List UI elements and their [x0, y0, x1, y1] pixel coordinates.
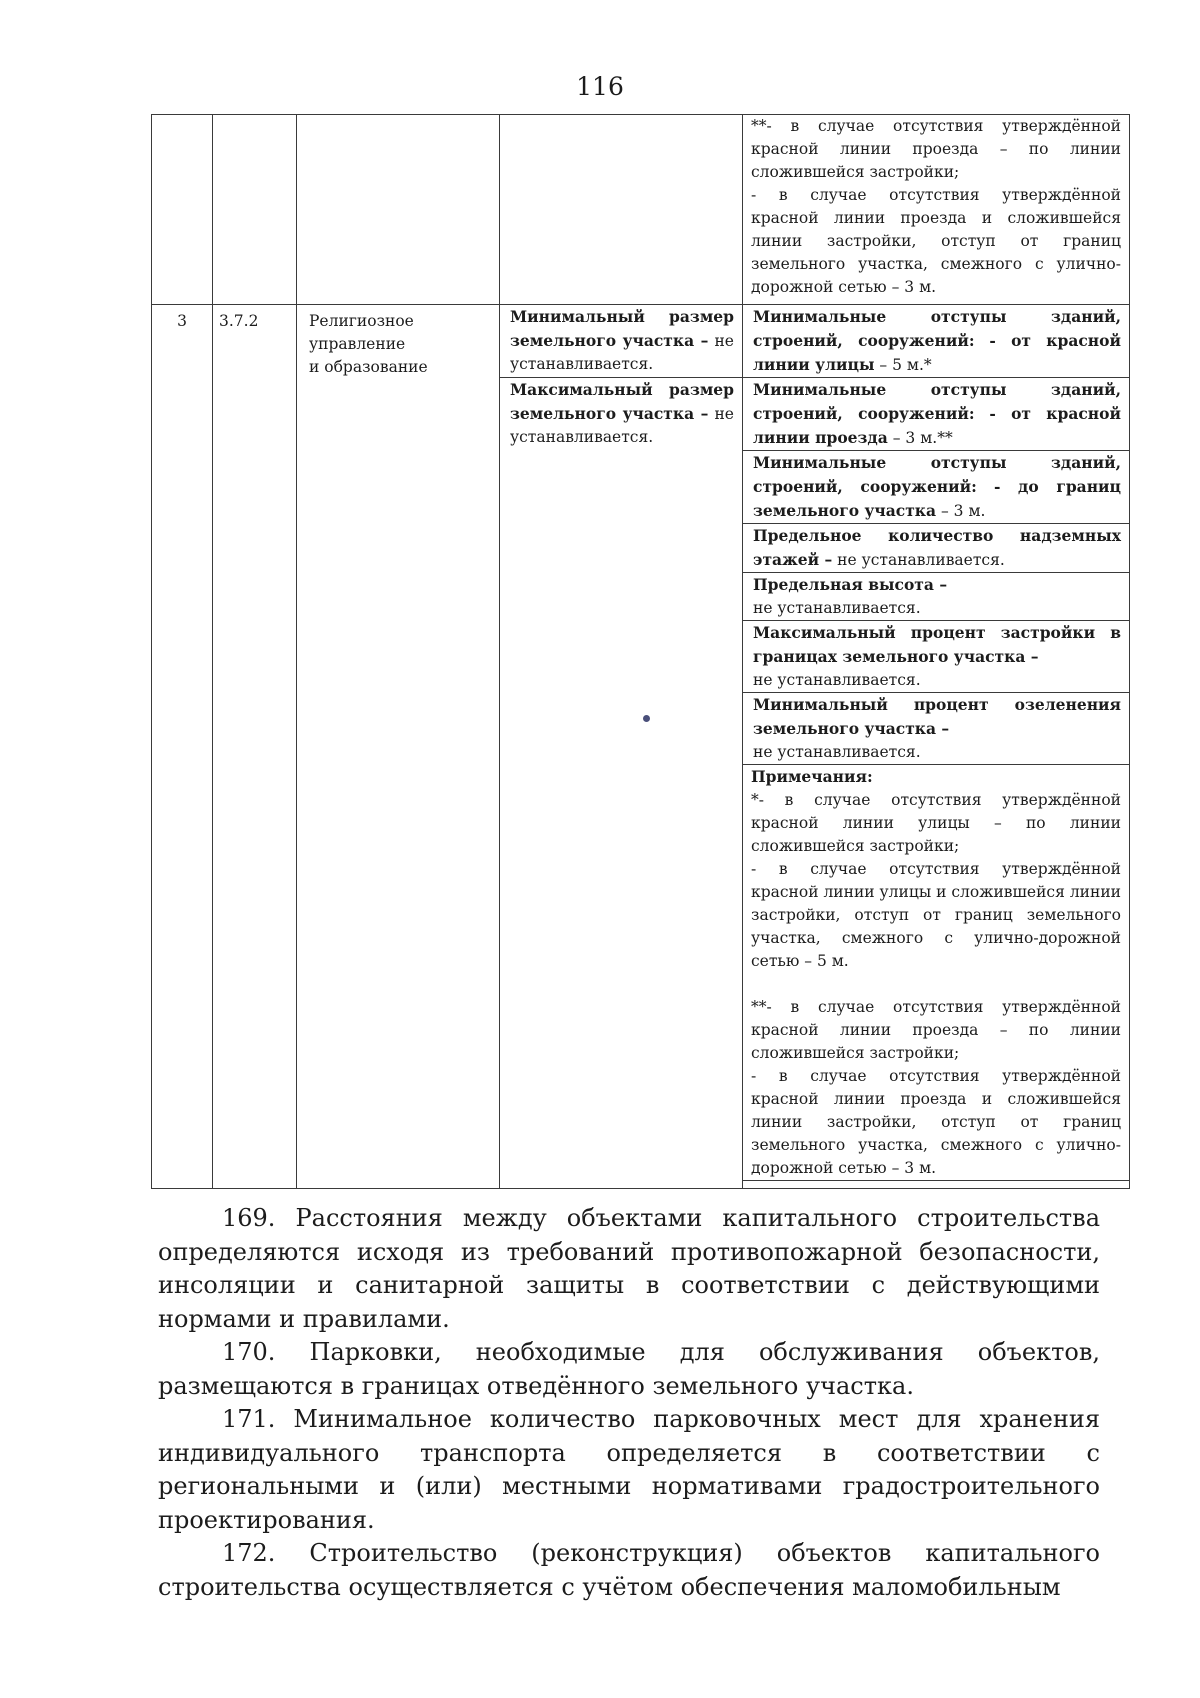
paragraph-169: 169. Расстояния между объектами капитального строительства определяются исходя из требований противопожарной безопасности, инсоляции и санитарной защиты в соответствии с действующими нормами и правилами. [158, 1204, 1100, 1333]
zoning-rules-table [151, 114, 1130, 1189]
param-label: Минимальный процент озеленения земельного участка – [753, 695, 1121, 738]
cell-empty [500, 115, 743, 305]
max-area-cell [500, 378, 743, 1189]
param-value: – 3 м. [936, 502, 986, 520]
param-floors [743, 524, 1130, 573]
note-text: - в случае отсутствия утверждённой красной линии проезда и сложившейся линии застройки, отступ от границ земельного участка, смежного с улично-дорожной сетью – 3 м. [751, 186, 1121, 296]
cell-empty [213, 115, 297, 305]
param-value: не устанавливается. [753, 743, 921, 761]
min-area-value: не устанавливается. [510, 332, 734, 373]
param-height [743, 573, 1130, 621]
param-value: не устанавливается. [753, 599, 921, 617]
cell-empty [152, 115, 213, 305]
param-setback-street [743, 305, 1130, 378]
param-greenery [743, 693, 1130, 765]
paragraph-172: 172. Строительство (реконструкция) объектов капитального строительства осуществляется с учётом обеспечения маломобильным [158, 1539, 1100, 1601]
param-setback-plot [743, 451, 1130, 524]
param-coverage [743, 621, 1130, 693]
param-value: – 3 м.** [887, 429, 953, 447]
note-text: *- в случае отсутствия утверждённой красной линии улицы – по линии сложившейся застройки; [751, 791, 1121, 855]
param-label: Предельная высота – [753, 575, 948, 594]
param-setback-driveway [743, 378, 1130, 451]
table-row [152, 305, 1130, 378]
ink-dot [643, 715, 650, 722]
param-value: не устанавливается. [832, 551, 1005, 569]
row-number: 3 [152, 305, 213, 1189]
continued-note-cell [743, 115, 1130, 305]
paragraph-170: 170. Парковки, необходимые для обслуживания объектов, размещаются в границах отведённого земельного участка. [158, 1338, 1100, 1400]
param-label: - от красной линии улицы [753, 331, 1121, 374]
notes-cell [743, 765, 1130, 1181]
param-value: не устанавливается. [753, 671, 921, 689]
note-text: - в случае отсутствия утверждённой красной линии улицы и сложившейся линии застройки, отступ от границ земельного участка, смежного с улично-дорожной сетью – 5 м. [751, 860, 1121, 970]
note-text: - в случае отсутствия утверждённой красной линии проезда и сложившейся линии застройки, отступ от границ земельного участка, смежного с улично-дорожной сетью – 3 м. [751, 1067, 1121, 1177]
page-number: 116 [576, 72, 624, 101]
param-label: Максимальный процент застройки в границах земельного участка – [753, 623, 1121, 666]
param-label: Минимальные отступы зданий, строений, сооружений: [753, 307, 1121, 350]
note-text: **- в случае отсутствия утверждённой красной линии проезда – по линии сложившейся застройки; [751, 998, 1121, 1062]
param-label: Минимальные отступы зданий, строений, сооружений: [753, 453, 1121, 496]
paragraph-171: 171. Минимальное количество парковочных мест для хранения индивидуального транспорта определяется в соответствии с региональными и (или) местными нормативами градостроительного проектирования. [158, 1405, 1100, 1534]
note-text: **- в случае отсутствия утверждённой красной линии проезда – по линии сложившейся застройки; [751, 117, 1121, 181]
cell-empty [743, 1181, 1130, 1189]
param-label: - от красной линии проезда [753, 404, 1121, 447]
land-use-name [297, 305, 500, 1189]
notes-title: Примечания: [751, 767, 873, 786]
name-line: Религиозное [309, 312, 414, 330]
min-area-cell [500, 305, 743, 378]
param-value: – 5 м.* [874, 356, 932, 374]
body-text [158, 1202, 1100, 1604]
name-line: управление [309, 335, 406, 353]
max-area-label: Максимальный размер земельного участка – [510, 380, 734, 423]
table-row-continued [152, 115, 1130, 305]
land-use-code: 3.7.2 [213, 305, 297, 1189]
name-line: и образование [309, 358, 428, 376]
param-label: Минимальные отступы зданий, строений, сооружений: [753, 380, 1121, 423]
min-area-label: Минимальный размер земельного участка – [510, 307, 734, 350]
param-label: - до границ земельного участка [753, 477, 1121, 520]
max-area-value: не устанавливается. [510, 405, 734, 446]
cell-empty [297, 115, 500, 305]
param-label: Предельное количество надземных этажей – [753, 526, 1121, 569]
